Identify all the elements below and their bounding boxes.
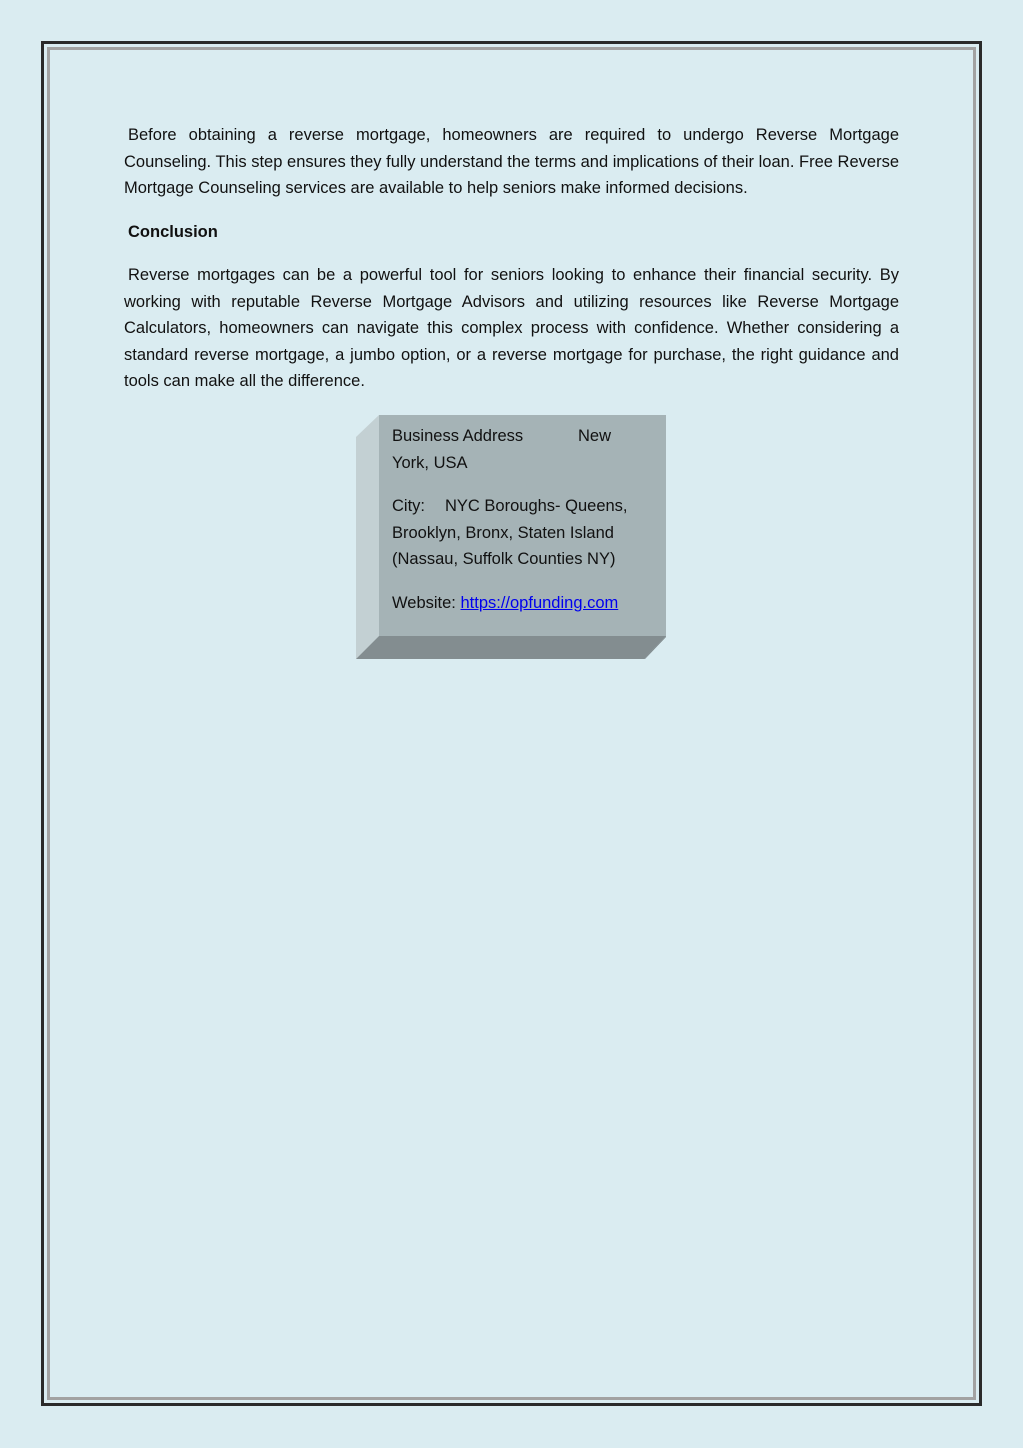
city-value-2: Brooklyn, Bronx, Staten Island	[392, 523, 614, 542]
city-row	[392, 493, 648, 520]
city-row-2	[392, 520, 648, 547]
city-label: City:	[392, 497, 425, 515]
address-row-2	[392, 450, 648, 477]
website-row	[392, 590, 648, 617]
website-label: Website:	[392, 593, 456, 612]
city-row-3	[392, 546, 648, 573]
paragraph-conclusion: Reverse mortgages can be a powerful tool for seniors looking to enhance their financial security. By working with reputable Reverse Mortgage Advisors and utilizing resources like Reverse Mortgage Calculators, homeowners can navigate this complex process with confidence. Whether considering a standard reverse mortgage, a jumbo option, or a reverse mortgage for purchase, the right guidance and tools can make all the difference.	[124, 266, 899, 390]
website-link[interactable]: https://opfunding.com	[460, 593, 619, 612]
heading-conclusion: Conclusion	[128, 222, 218, 241]
city-value-1: NYC Boroughs- Queens,	[445, 497, 628, 515]
document-body	[124, 122, 899, 395]
contact-info	[392, 423, 648, 616]
address-value-2: York, USA	[392, 453, 468, 472]
address-value-1: New	[578, 427, 612, 445]
address-row	[392, 423, 648, 450]
city-value-3: (Nassau, Suffolk Counties NY)	[392, 550, 616, 568]
paragraph-counseling: Before obtaining a reverse mortgage, homeowners are required to undergo Reverse Mortgage Counseling. This step ensures they fully understand the terms and implications of their loan. Free Reverse Mortgage Counseling services are available to help seniors make informed decisions.	[124, 126, 899, 197]
address-label: Business Address	[392, 427, 524, 445]
